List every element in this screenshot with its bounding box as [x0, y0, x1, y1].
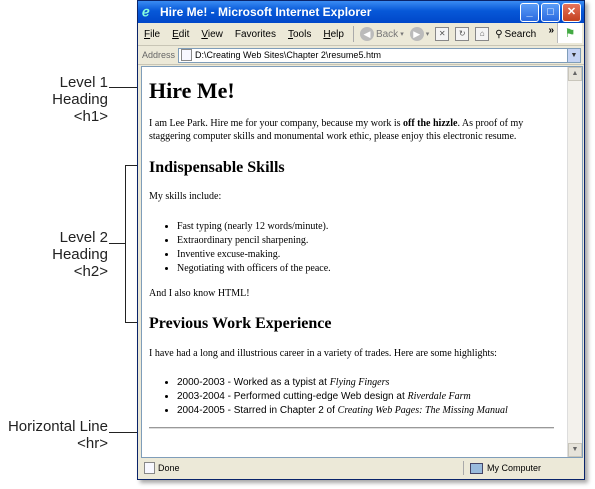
back-button[interactable]: ◀ Back ▾ [357, 27, 407, 41]
menu-tools[interactable]: Tools [288, 28, 312, 40]
career-intro: I have had a long and illustrious career in a variety of trades. Here are some highlights: [149, 348, 497, 359]
minimize-button[interactable]: _ [520, 3, 539, 22]
annotation-h2-title: Level 2 Heading [52, 229, 108, 263]
address-value: D:\Creating Web Sites\Chapter 2\resume5.htm [195, 50, 381, 60]
ie-logo-icon: ℯ [142, 4, 150, 19]
heading-skills: Indispensable Skills [149, 159, 285, 176]
refresh-icon: ↻ [455, 27, 469, 41]
window-controls [520, 3, 581, 22]
refresh-button[interactable] [452, 27, 472, 41]
maximize-button[interactable]: □ [541, 3, 560, 22]
page-content [142, 67, 566, 457]
annotation-h1-title: Level 1 Heading [52, 74, 108, 108]
annotation-hr-tag: <hr> [77, 435, 108, 452]
menu-favorites[interactable]: Favorites [234, 28, 276, 40]
annotation-h2 [0, 229, 108, 280]
heading-work: Previous Work Experience [149, 315, 332, 332]
forward-button[interactable]: ▶ ▾ [407, 27, 433, 41]
search-icon: ⚲ [495, 28, 503, 40]
arrow-h2-line [109, 243, 125, 244]
arrow-h2-bracket [125, 165, 126, 322]
my-computer-icon [470, 463, 483, 474]
menu-edit[interactable]: Edit [172, 28, 190, 40]
list-item: • 2004-2005 - Starred in Chapter 2 of Creating Web Pages: The Missing Manual [177, 404, 508, 418]
toolbar-more-chevron[interactable]: » [548, 25, 554, 36]
work-list [149, 376, 508, 418]
forward-arrow-icon: ▶ [410, 27, 424, 41]
status-bar [141, 460, 581, 476]
annotation-h1-tag: <h1> [73, 108, 108, 125]
page-heading-h1: Hire Me! [149, 78, 235, 103]
list-item: • 2003-2004 - Performed cutting-edge Web design at Riverdale Farm [177, 390, 508, 404]
page-viewport [141, 66, 583, 458]
address-bar [138, 46, 584, 65]
status-document-icon [144, 462, 155, 474]
home-button[interactable] [472, 27, 492, 41]
intro-paragraph: I am Lee Park. Hire me for your company, because my work is off the hizzle. As proof of my staggering computer skills and monumental work ethic, please enjoy this electronic resume. [149, 118, 524, 142]
skills-intro: My skills include: [149, 191, 222, 202]
annotation-hr [0, 418, 108, 452]
list-item: • Inventive excuse-making. [177, 248, 331, 262]
browser-window [137, 0, 585, 480]
home-icon: ⌂ [475, 27, 489, 41]
list-item: • Fast typing (nearly 12 words/minute). [177, 220, 331, 234]
skills-list [149, 220, 331, 276]
stop-button[interactable] [432, 27, 452, 41]
status-zone: My Computer [464, 461, 541, 475]
list-item: • 2000-2003 - Worked as a typist at Flying Fingers [177, 376, 508, 390]
list-item: • Extraordinary pencil sharpening. [177, 234, 331, 248]
title-bar[interactable] [138, 1, 584, 23]
menu-file[interactable]: File [144, 28, 161, 40]
annotation-h1 [0, 74, 108, 125]
menu-toolbar-bar [138, 23, 584, 46]
vertical-scrollbar[interactable] [567, 67, 582, 457]
html-line: And I also know HTML! [149, 288, 250, 299]
windows-logo-icon: ⚑ [557, 23, 582, 43]
back-arrow-icon: ◀ [360, 27, 374, 41]
menu-help[interactable]: Help [323, 28, 344, 40]
address-dropdown-arrow-icon[interactable]: ▼ [567, 49, 580, 62]
status-done: Done [141, 461, 464, 475]
address-input[interactable] [178, 48, 581, 63]
arrow-h1-line [109, 87, 140, 88]
list-item: • Negotiating with officers of the peace. [177, 262, 331, 276]
page-document-icon [181, 49, 192, 61]
scroll-down-arrow-icon[interactable]: ▼ [568, 443, 582, 457]
address-label: Address [142, 50, 176, 60]
window-title: Hire Me! - Microsoft Internet Explorer [160, 5, 372, 19]
horizontal-rule [149, 427, 554, 429]
scroll-up-arrow-icon[interactable]: ▲ [568, 67, 582, 81]
annotation-hr-title: Horizontal Line [7, 418, 108, 435]
stop-icon: ✕ [435, 27, 449, 41]
close-button[interactable]: ✕ [562, 3, 581, 22]
toolbar-separator [353, 26, 354, 42]
menu-view[interactable]: View [201, 28, 223, 40]
search-button[interactable]: ⚲ Search [495, 28, 537, 40]
annotation-h2-tag: <h2> [73, 263, 108, 280]
